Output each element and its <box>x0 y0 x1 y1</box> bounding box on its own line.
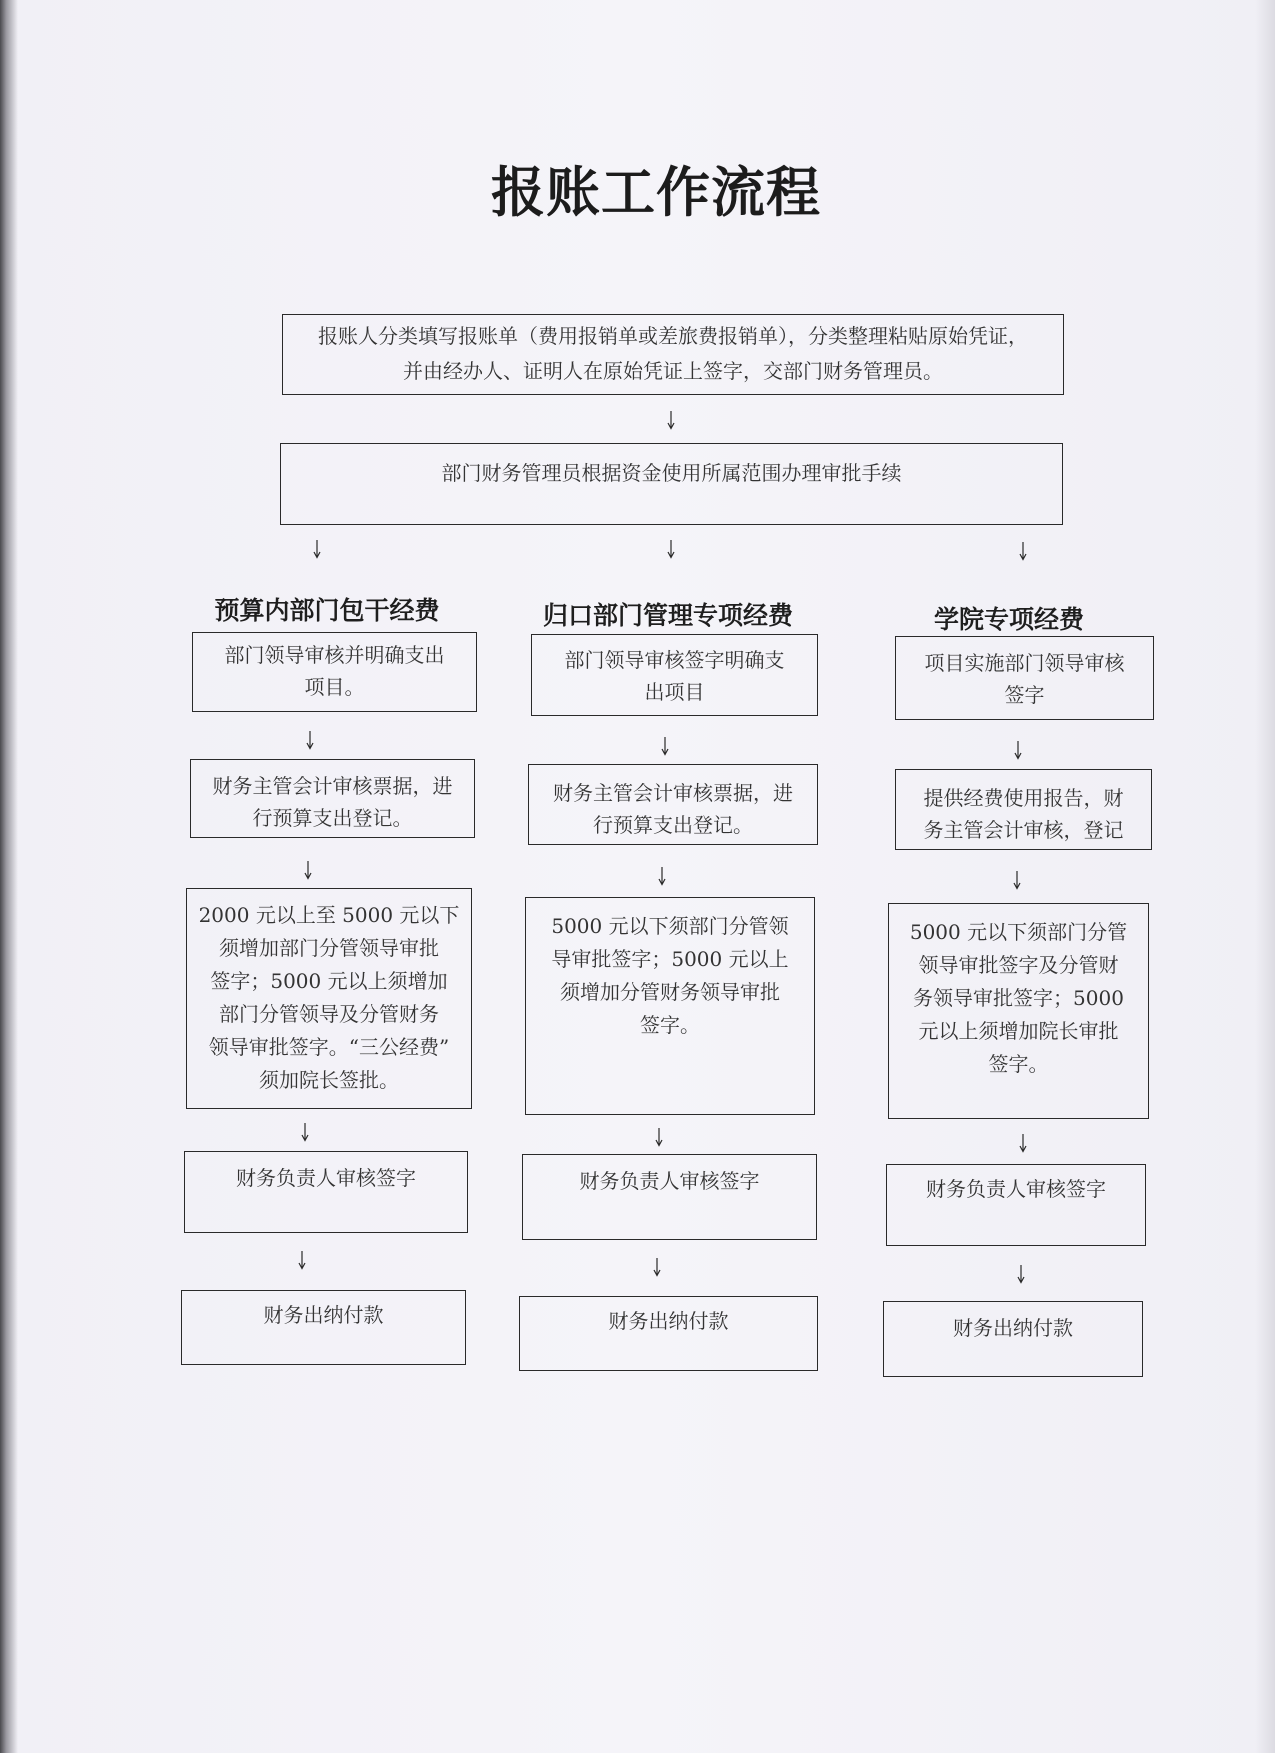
col3-leader-review-box <box>895 636 1154 720</box>
box-line: 财务主管会计审核票据，进 <box>553 781 793 805</box>
down-arrow-icon <box>305 730 315 750</box>
box-line: 财务负责人审核签字 <box>926 1177 1106 1201</box>
box-line: 部门领导审核并明确支出 <box>224 643 445 667</box>
col1-amount-approval-box <box>186 888 472 1109</box>
box-line: 签字；5000 元以上须增加 <box>210 969 448 993</box>
box-line: 财务负责人审核签字 <box>236 1166 416 1190</box>
box-line: 财务负责人审核签字 <box>579 1169 760 1193</box>
col2-accountant-review-box <box>528 764 818 845</box>
col1-cashier-payment-box <box>181 1290 466 1365</box>
box-line: 5000 元以下须部门分管领 <box>551 914 789 938</box>
down-arrow-icon <box>303 860 313 880</box>
col2-amount-approval-box <box>525 897 815 1115</box>
box-line: 务主管会计审核，登记 <box>923 818 1124 842</box>
box-line: 元以上须增加院长审批 <box>918 1019 1119 1043</box>
down-arrow-icon <box>1013 740 1023 760</box>
col1-leader-review-box <box>192 632 477 712</box>
down-arrow-icon <box>300 1122 310 1142</box>
col2-finance-head-box <box>522 1154 817 1240</box>
down-arrow-icon <box>654 1127 664 1147</box>
down-arrow-icon <box>652 1257 662 1277</box>
box-line: 签字。 <box>640 1013 700 1037</box>
col3-expense-report-box <box>895 769 1152 850</box>
column-heading-college: 学院专项经费 <box>933 605 1084 634</box>
box-line: 领导审批签字。“三公经费” <box>208 1035 450 1059</box>
down-arrow-icon <box>1016 1264 1026 1284</box>
scan-edge-shadow-right <box>1255 0 1275 1753</box>
down-arrow-icon <box>312 539 322 559</box>
col1-accountant-review-box <box>190 759 475 838</box>
box-line: 出项目 <box>644 680 705 704</box>
down-arrow-icon <box>666 539 676 559</box>
box-line: 须加院长签批。 <box>259 1068 399 1092</box>
box-line: 行预算支出登记。 <box>593 813 753 837</box>
scan-edge-shadow-left <box>0 0 18 1753</box>
box-line: 报账人分类填写报账单（费用报销单或差旅费报销单），分类整理粘贴原始凭证， <box>318 324 1028 348</box>
down-arrow-icon <box>297 1250 307 1270</box>
box-line: 行预算支出登记。 <box>252 806 413 830</box>
box-line: 项目。 <box>304 675 365 699</box>
approval-procedure-box <box>280 443 1063 525</box>
box-line: 财务出纳付款 <box>953 1316 1073 1340</box>
box-line: 领导审批签字及分管财 <box>918 953 1119 977</box>
box-line: 签字。 <box>988 1052 1049 1076</box>
box-line: 部门领导审核签字明确支 <box>564 648 785 672</box>
box-line: 务领导审批签字；5000 <box>913 986 1124 1010</box>
col2-cashier-payment-box <box>519 1296 818 1371</box>
down-arrow-icon <box>660 736 670 756</box>
col2-leader-review-box <box>531 634 818 716</box>
box-line: 须增加分管财务领导审批 <box>560 980 780 1004</box>
column-heading-budget: 预算内部门包干经费 <box>214 596 440 625</box>
box-line: 财务主管会计审核票据，进 <box>212 774 453 798</box>
page-title: 报账工作流程 <box>491 160 821 224</box>
box-line: 部门分管领导及分管财务 <box>219 1002 439 1026</box>
submit-claim-box <box>282 314 1064 395</box>
down-arrow-icon <box>1018 541 1028 561</box>
box-line: 5000 元以下须部门分管 <box>909 920 1128 944</box>
down-arrow-icon <box>666 410 676 430</box>
box-line: 导审批签字；5000 元以上 <box>551 947 789 971</box>
box-line: 须增加部门分管领导审批 <box>219 936 439 960</box>
box-line: 并由经办人、证明人在原始凭证上签字，交部门财务管理员。 <box>403 359 943 383</box>
box-line: 项目实施部门领导审核 <box>924 651 1125 675</box>
down-arrow-icon <box>1018 1133 1028 1153</box>
column-heading-department: 归口部门管理专项经费 <box>542 601 793 630</box>
box-line: 财务出纳付款 <box>608 1309 729 1333</box>
col1-finance-head-box <box>184 1151 468 1233</box>
col3-cashier-payment-box <box>883 1301 1143 1377</box>
box-line: 提供经费使用报告，财 <box>923 786 1124 810</box>
box-line: 签字 <box>1004 683 1045 707</box>
down-arrow-icon <box>1012 870 1022 890</box>
box-line: 财务出纳付款 <box>263 1303 384 1327</box>
down-arrow-icon <box>657 866 667 886</box>
box-line: 部门财务管理员根据资金使用所属范围办理审批手续 <box>441 461 902 485</box>
box-line: 2000 元以上至 5000 元以下 <box>198 903 460 927</box>
col3-finance-head-box <box>886 1164 1146 1246</box>
col3-amount-approval-box <box>888 903 1149 1119</box>
